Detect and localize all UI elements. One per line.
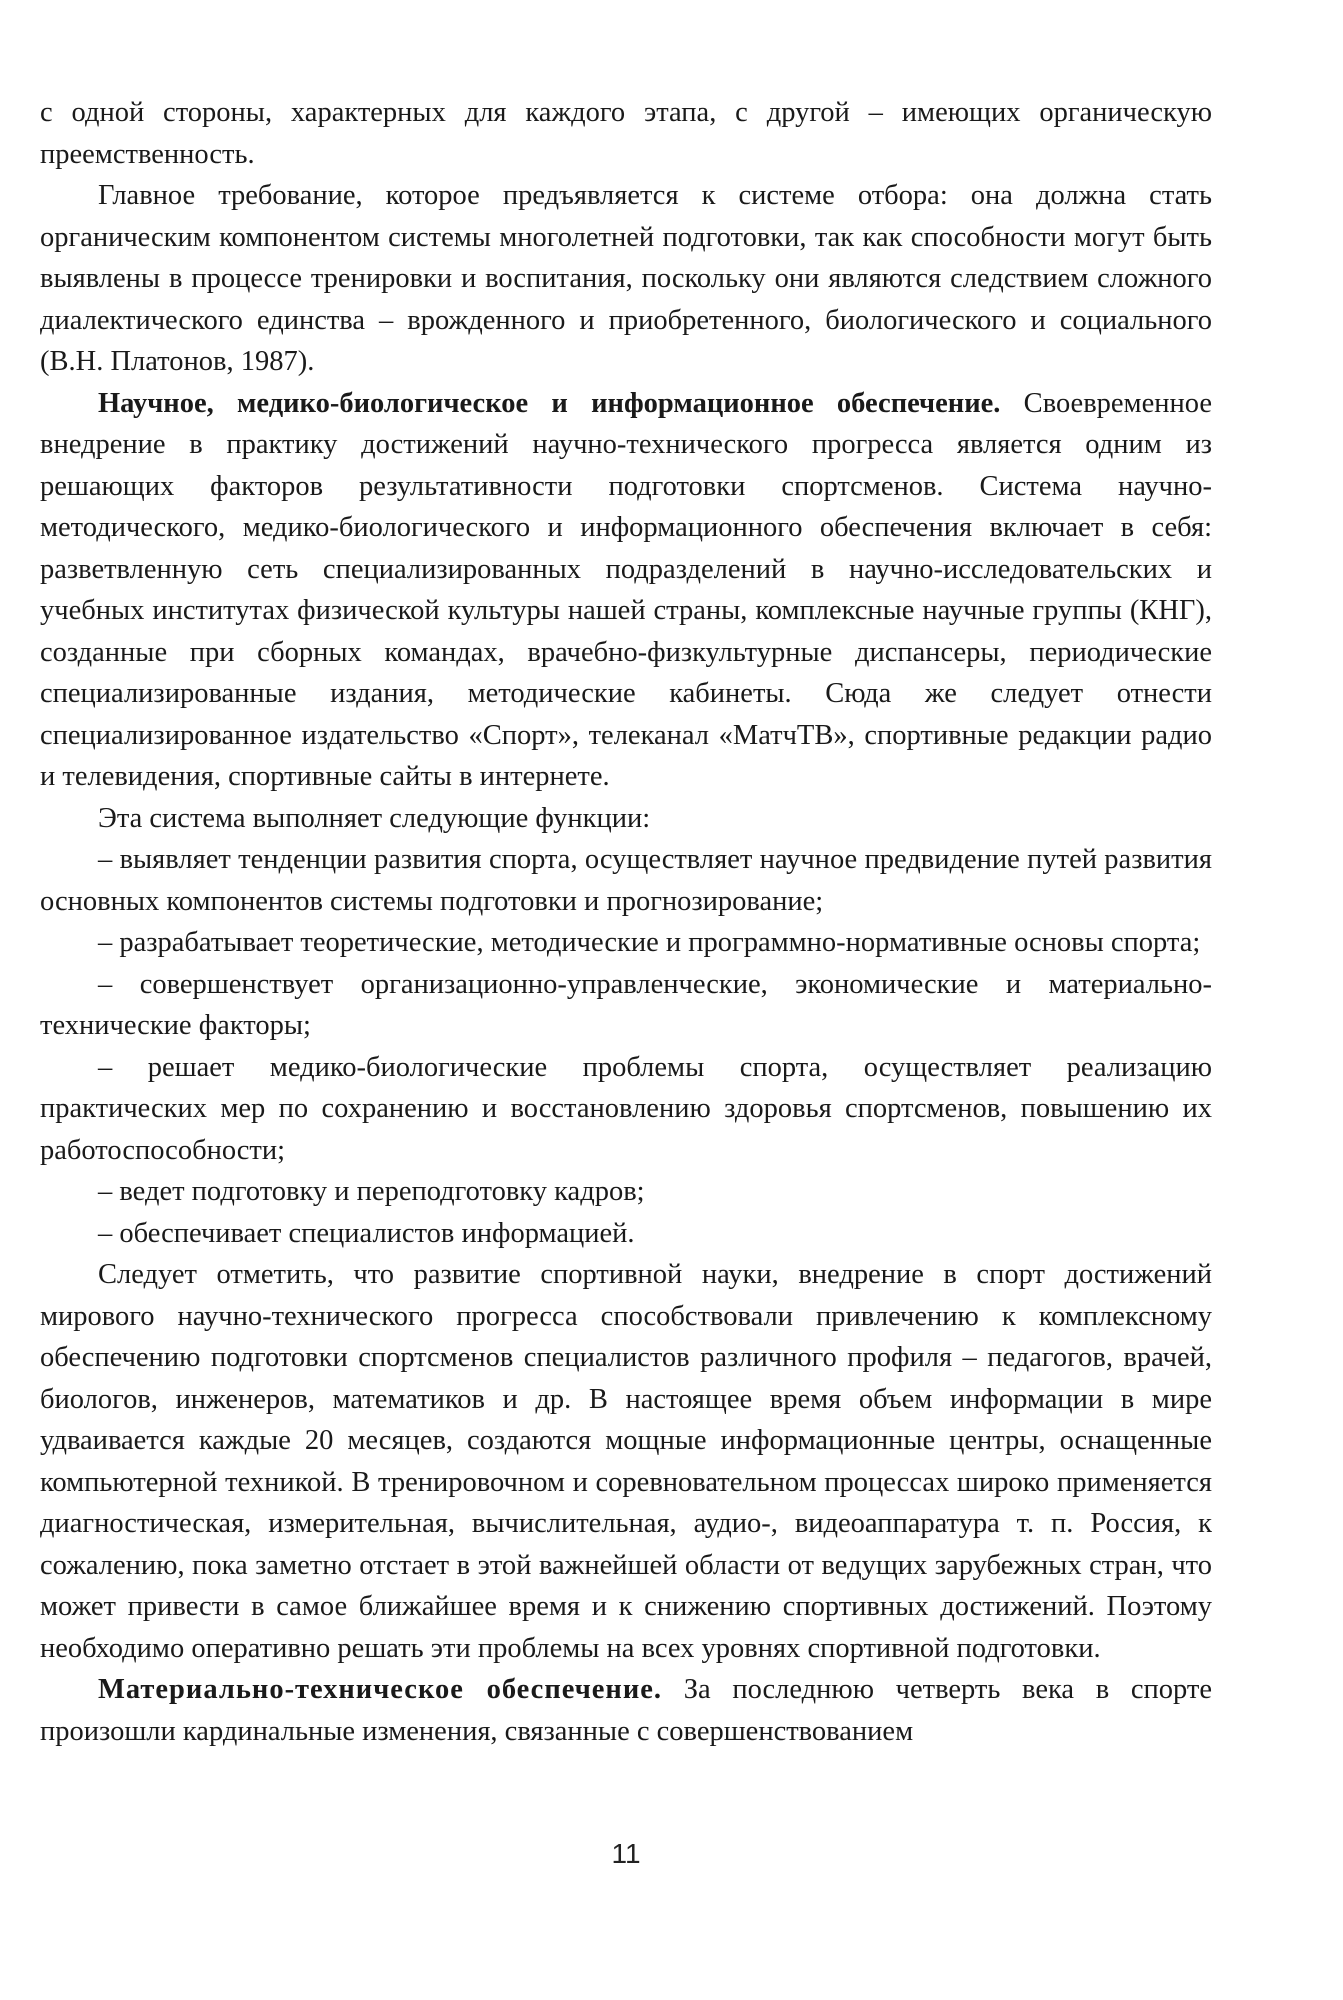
- section-text-scientific-support: Своевременное внедрение в практику достижений научно-технического прогресса является одним из решающих факторов результативности подготовки спортсменов. Система научно-методического, медико-биологического и информационного обеспечения включает в себя: разветвленную сеть специализированных подразделений в научно-исследовательских и учебных институтах физической культуры нашей страны, комплексные научные группы (КНГ), созданные при сборных командах, врачебно-физкультурные диспансеры, периодические специализированные издания, методические кабинеты. Сюда же следует отнести специализированное издательство «Спорт», телеканал «МатчТВ», спортивные редакции радио и телевидения, спортивные сайты в интернете.: [40, 387, 1212, 792]
- section-heading-scientific-support: Научное, медико-биологическое и информационное обеспечение.: [98, 387, 1001, 419]
- paragraph-material-support: [40, 1669, 1212, 1752]
- section-heading-material-support: Материально-техническое обеспечение.: [98, 1674, 663, 1705]
- list-item: – решает медико-биологические проблемы спорта, осуществляет реализацию практических мер по сохранению и восстановлению здоровья спортсменов, повышению их работоспособности;: [40, 1051, 1212, 1166]
- list-item: – ведет подготовку и переподготовку кадров;: [98, 1176, 645, 1207]
- section-text-material-support: За последнюю четверть века в спорте произошли кардинальные изменения, связанные с совершенствованием: [40, 1674, 1212, 1747]
- paragraph-scientific-support: [40, 383, 1212, 798]
- list-item: – обеспечивает специалистов информацией.: [98, 1217, 635, 1249]
- paragraph-sport-science: Следует отметить, что развитие спортивной науки, внедрение в спорт достижений мирового научно-технического прогресса способствовали привлечению к комплексному обеспечению подготовки спортсменов специалистов различного профиля – педагогов, врачей, биологов, инженеров, математиков и др. В настоящее время объем информации в мире удваивается каждые 20 месяцев, создаются мощные информационные центры, оснащенные компьютерной техникой. В тренировочном и соревновательном процессах широко применяется диагностическая, измерительная, вычислительная, аудио-, видеоаппаратура т. п. Россия, к сожалению, пока заметно отстает в этой важнейшей области от ведущих зарубежных стран, что может привести в самое ближайшее время и к снижению спортивных достижений. Поэтому необходимо оперативно решать эти проблемы на всех уровнях спортивной подготовки.: [40, 1259, 1212, 1664]
- paragraph-continuation: с одной стороны, характерных для каждого этапа, с другой – имеющих органическую преемственность.: [40, 97, 1212, 170]
- paragraph-functions-intro: Эта система выполняет следующие функции:: [98, 802, 651, 834]
- list-item: – совершенствует организационно-управленческие, экономические и материально-технические факторы;: [40, 968, 1212, 1041]
- page-body: [40, 92, 1212, 1752]
- list-item: – выявляет тенденции развития спорта, осуществляет научное предвидение путей развития основных компонентов системы подготовки и прогнозирование;: [40, 844, 1212, 917]
- paragraph-selection-requirement: Главное требование, которое предъявляется к системе отбора: она должна стать органическим компонентом системы многолетней подготовки, так как способности могут быть выявлены в процессе тренировки и воспитания, поскольку они являются следствием сложного диалектического единства – врожденного и приобретенного, биологического и социального (В.Н. Платонов, 1987).: [40, 180, 1212, 377]
- page-number: 11: [611, 1838, 641, 1869]
- list-item: – разрабатывает теоретические, методические и программно-нормативные основы спорта;: [98, 927, 1201, 958]
